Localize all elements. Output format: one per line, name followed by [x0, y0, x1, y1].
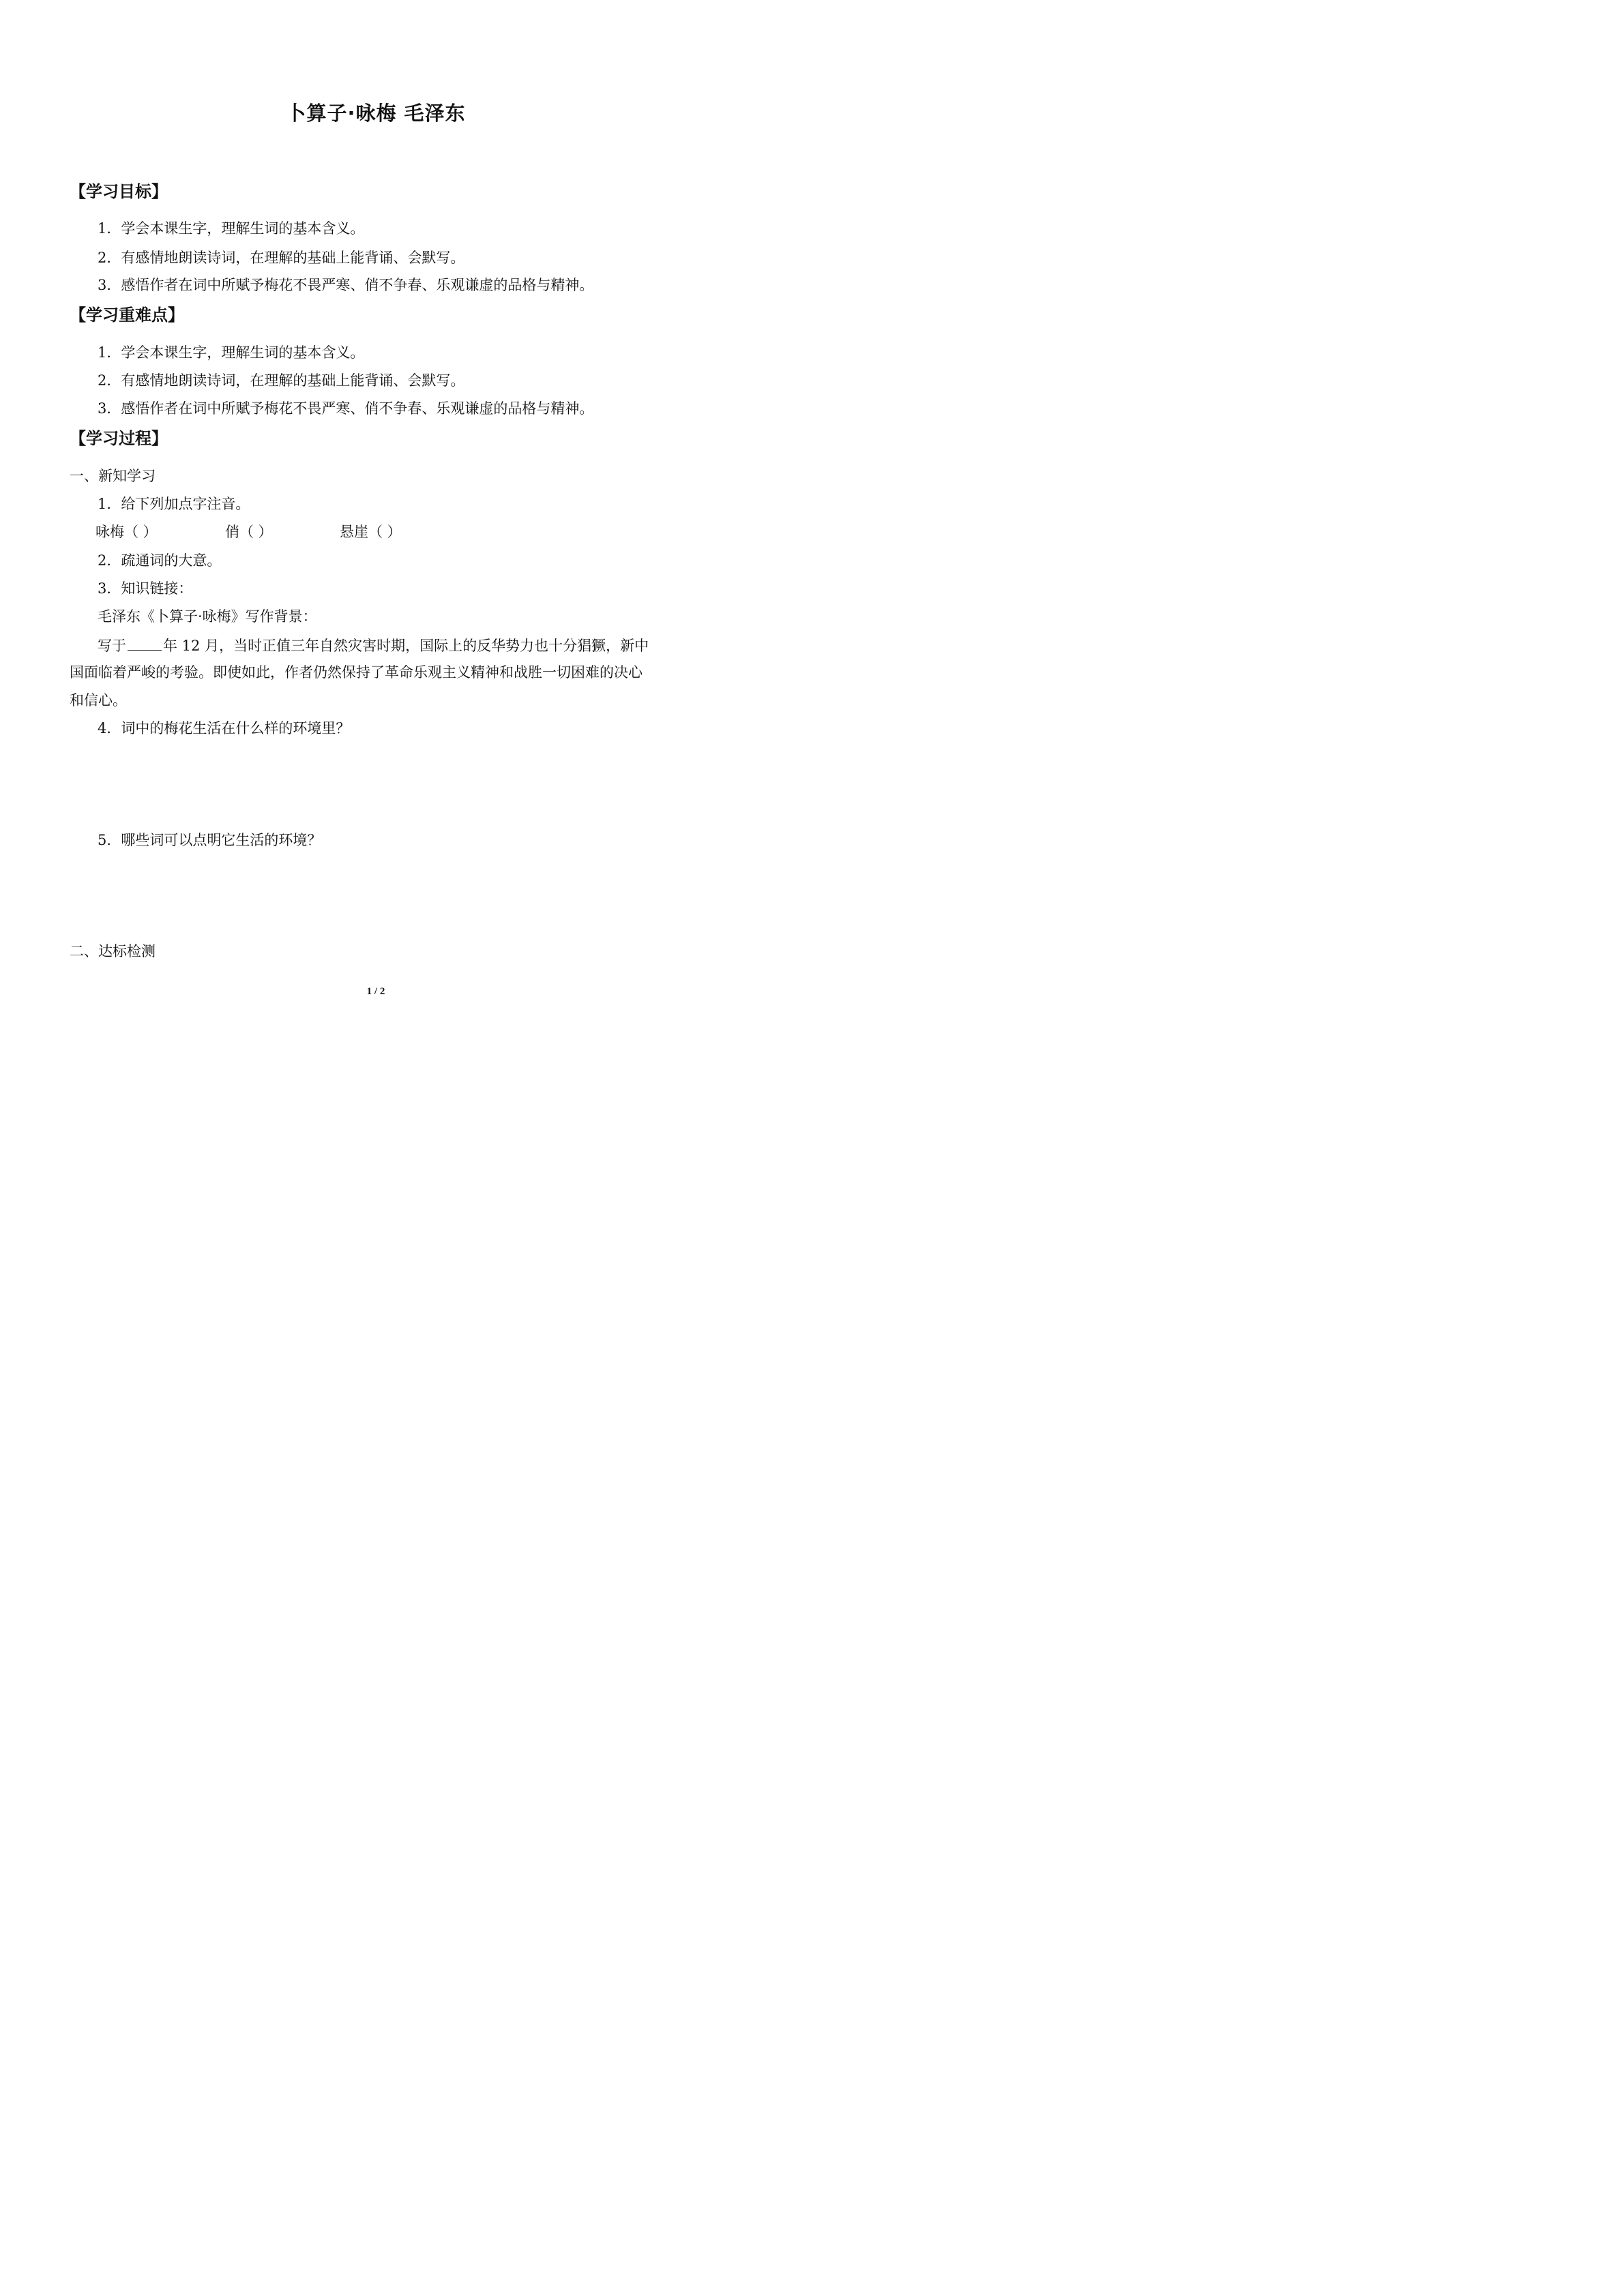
- background-pre: 写于: [98, 638, 126, 654]
- page-number: 1 / 2: [366, 986, 385, 997]
- part-label-assessment: 二、达标检测: [70, 943, 156, 959]
- question-1: 1．给下列加点字注音。: [98, 496, 250, 512]
- question-4: 4．词中的梅花生活在什么样的环境里？: [98, 720, 351, 736]
- question-3: 3．知识链接：: [98, 580, 193, 597]
- section-heading-process: 【学习过程】: [70, 429, 168, 448]
- section-heading-key-points: 【学习重难点】: [70, 305, 184, 325]
- background-title: 毛泽东《卜算子·咏梅》写作背景：: [98, 608, 317, 625]
- question-5: 5．哪些词可以点明它生活的环境？: [98, 832, 322, 848]
- goal-item: 2．有感情地朗读诗词，在理解的基础上能背诵、会默写。: [98, 250, 465, 266]
- key-point-item: 3．感悟作者在词中所赋予梅花不畏严寒、俏不争春、乐观谦虚的品格与精神。: [98, 400, 594, 417]
- background-paragraph-line1: [98, 635, 649, 655]
- background-paragraph-line3: 和信心。: [70, 692, 127, 709]
- page-title: 卜算子·咏梅 毛泽东: [286, 102, 466, 125]
- goal-item: 1．学会本课生字，理解生词的基本含义。: [98, 220, 365, 237]
- background-post: 年 12 月，当时正值三年自然灾害时期，国际上的反华势力也十分猖獗，新中: [163, 638, 649, 654]
- background-paragraph-line2: 国面临着严峻的考验。即使如此，作者仍然保持了革命乐观主义精神和战胜一切困难的决心: [70, 664, 643, 681]
- year-blank: [128, 635, 162, 651]
- section-heading-goals: 【学习目标】: [70, 182, 168, 201]
- goal-item: 3．感悟作者在词中所赋予梅花不畏严寒、俏不争春、乐观谦虚的品格与精神。: [98, 277, 594, 293]
- key-point-item: 1．学会本课生字，理解生词的基本含义。: [98, 344, 365, 361]
- pinyin-blank-yongmei: 咏梅（ ）: [95, 524, 158, 540]
- question-2: 2．疏通词的大意。: [98, 552, 222, 569]
- pinyin-blank-qiao: 俏（ ）: [225, 524, 273, 540]
- part-label-new-knowledge: 一、新知学习: [70, 468, 156, 484]
- key-point-item: 2．有感情地朗读诗词，在理解的基础上能背诵、会默写。: [98, 372, 465, 389]
- pinyin-blank-xuanya: 悬崖（ ）: [340, 524, 402, 540]
